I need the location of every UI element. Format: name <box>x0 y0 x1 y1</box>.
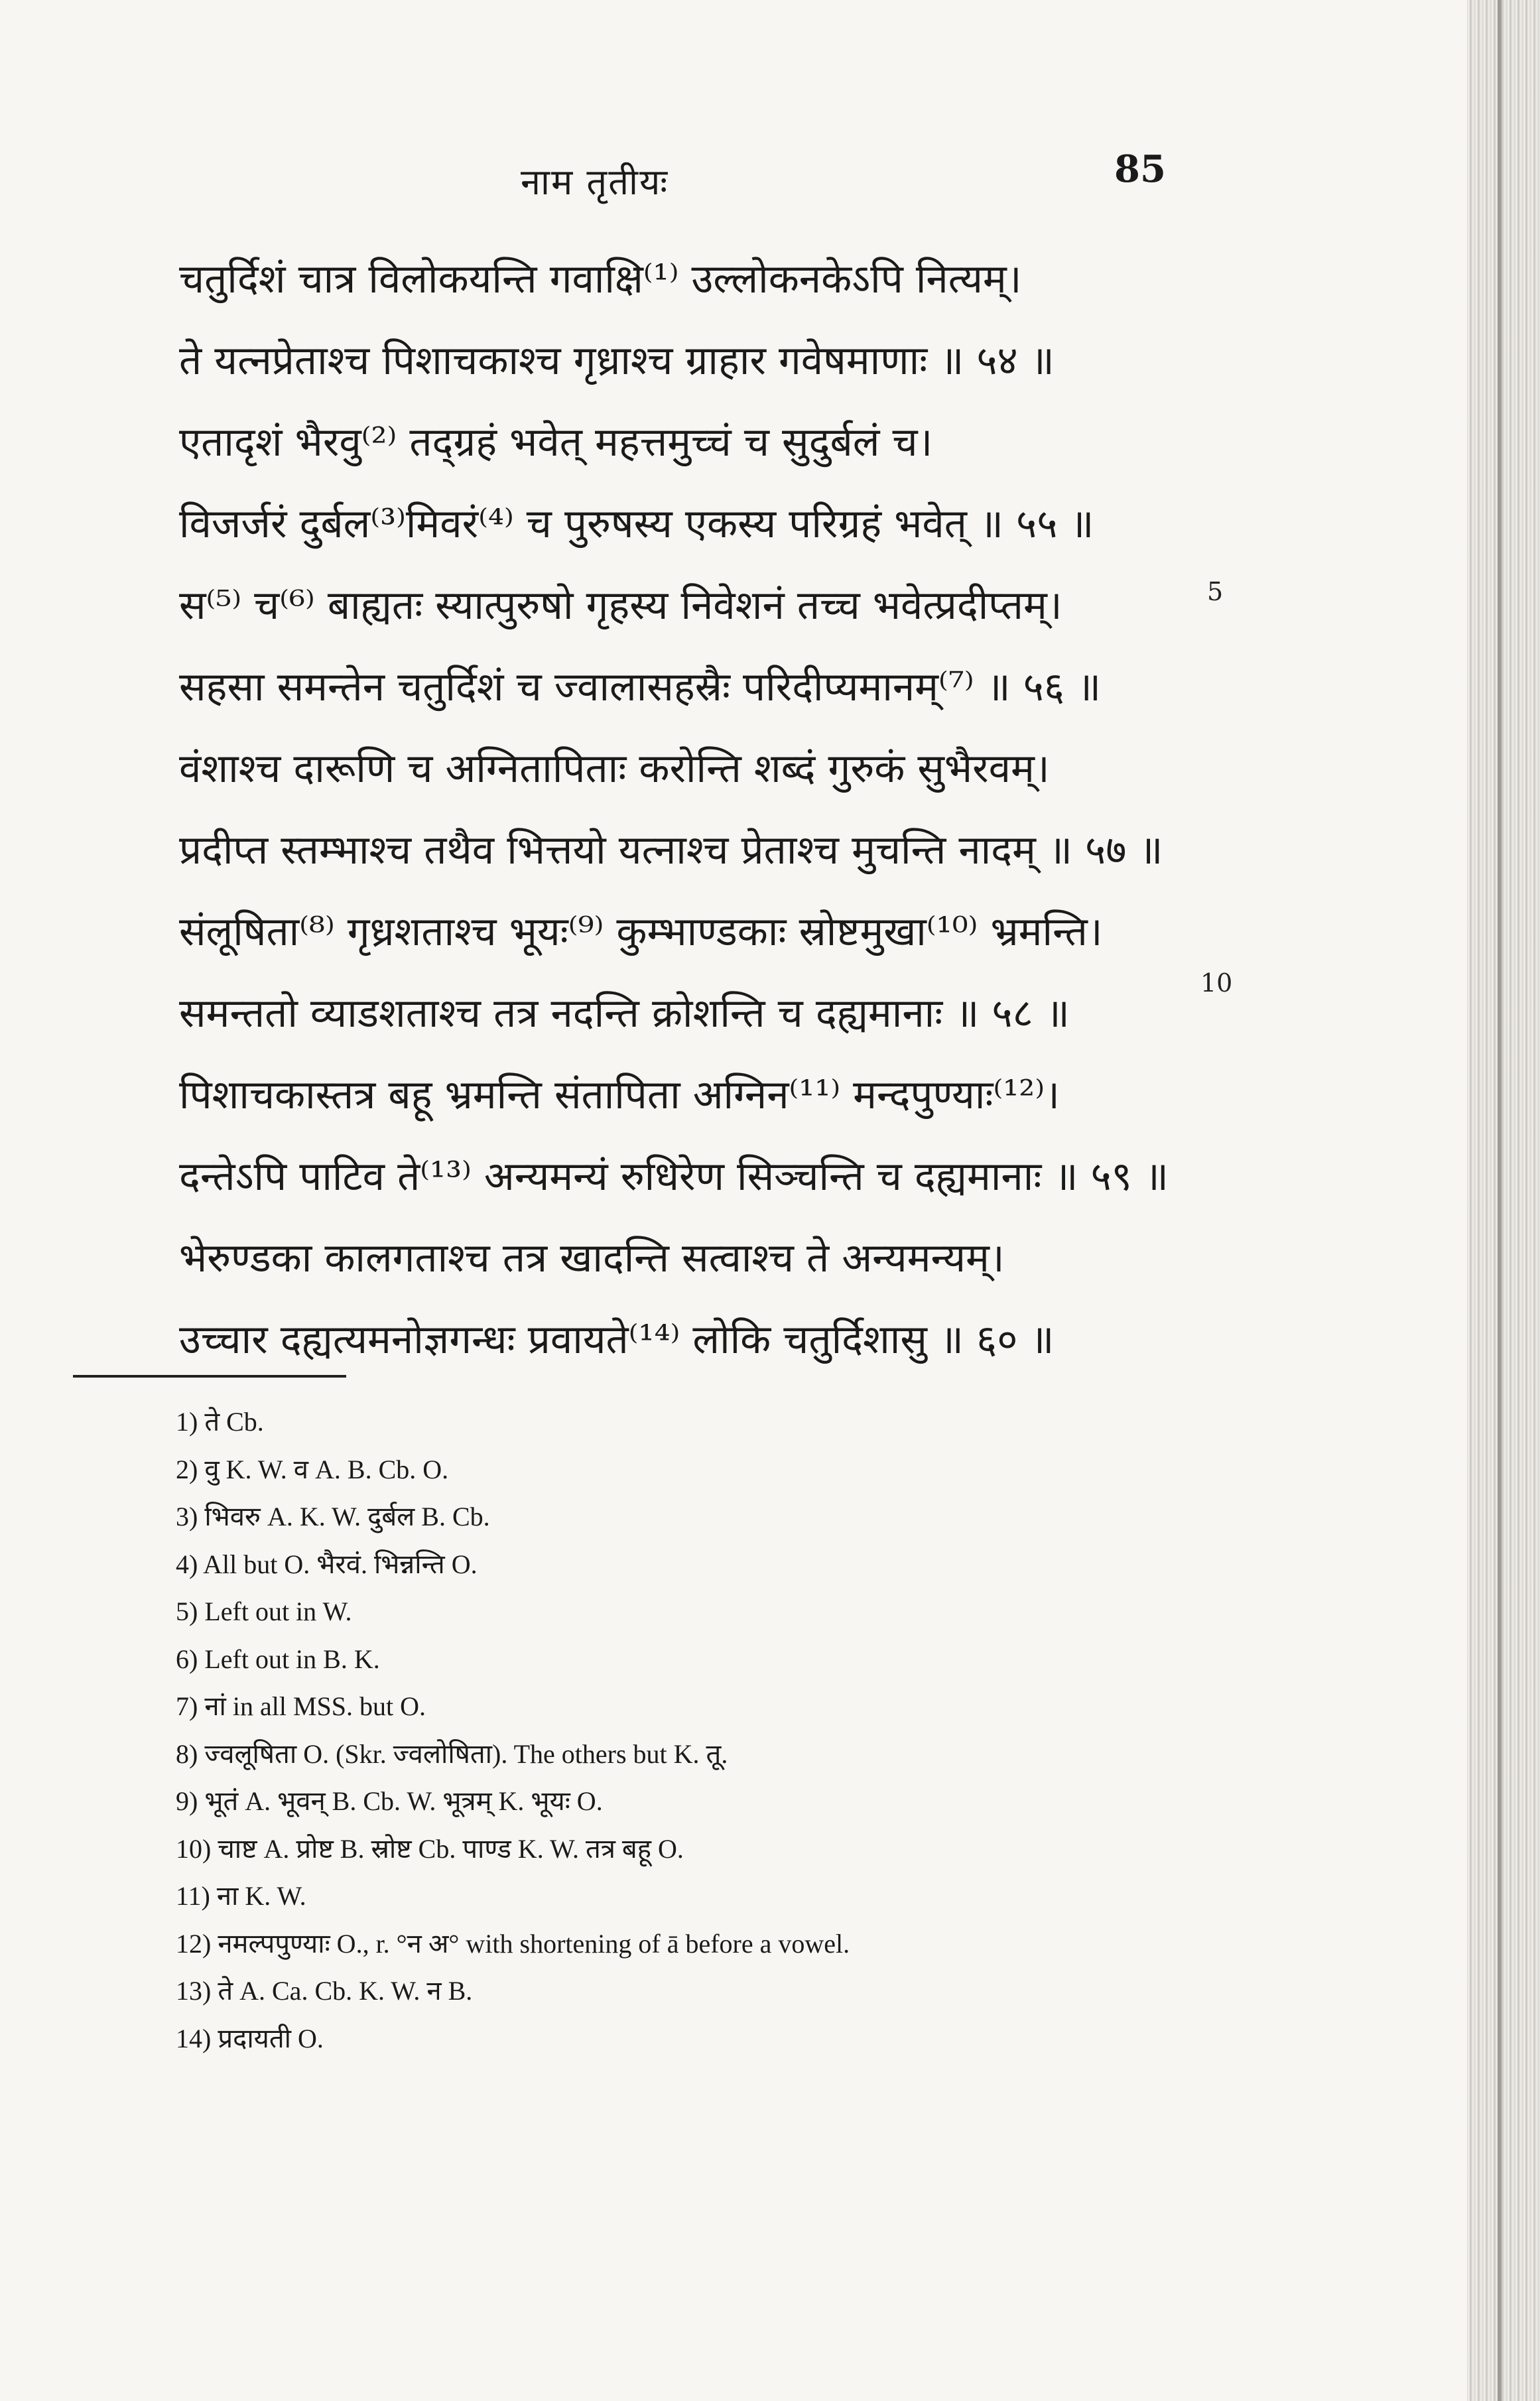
footnote: 1) ते Cb. <box>176 1407 264 1437</box>
footnote: 10) चाष्ट A. प्रोष्ट B. स्रोष्ट Cb. पाण्ड K. W. तत्र बहू O. <box>176 1833 684 1864</box>
verse-line: प्रदीप्त स्तम्भाश्च तथैव भित्तयो यत्नाश्च प्रेताश्च मुचन्ति नादम् ॥ ५७ ॥ <box>179 827 1163 874</box>
footnote: 3) भिवरु A. K. W. दुर्बल B. Cb. <box>176 1502 490 1531</box>
verse-line: चतुर्दिशं चात्र विलोकयन्ति गवाक्षि⁽¹⁾ उल्लोकनकेऽपि नित्यम्। <box>179 256 1022 302</box>
footnote: 11) ना K. W. <box>176 1881 306 1911</box>
footnote: 9) भूतं A. भूवन् B. Cb. W. भूत्रम् K. भूयः O. <box>176 1786 603 1816</box>
verse-line: समन्ततो व्याडशताश्च तत्र नदन्ति क्रोशन्ति च दह्यमानाः ॥ ५८ ॥ <box>179 990 1070 1037</box>
binding-edge <box>1467 0 1540 2401</box>
page-number: 85 <box>1114 147 1166 191</box>
footnote: 12) नमल्पपुण्याः O., r. °न अ° with shortening of ā before a vowel. <box>176 1928 850 1959</box>
verse-line: स⁽⁵⁾ च⁽⁶⁾ बाह्यतः स्यात्पुरुषो गृहस्य निवेशनं तच्च भवेत्प्रदीप्तम्। <box>179 582 1062 629</box>
verse-line: उच्चार दह्यत्यमनोज्ञगन्धः प्रवायते⁽¹⁴⁾ लोकि चतुर्दिशासु ॥ ६० ॥ <box>179 1317 1055 1363</box>
binding-edge-line <box>1498 0 1502 2401</box>
verse-line: ते यत्नप्रेताश्च पिशाचकाश्च गृध्राश्च ग्राहार गवेषमाणाः ॥ ५४ ॥ <box>179 338 1055 384</box>
footnote-separator <box>73 1375 346 1378</box>
verse-line: एतादृशं भैरवु⁽²⁾ तद्ग्रहं भवेत् महत्तमुच्चं च सुदुर्बलं च। <box>179 419 933 466</box>
verse-line: भेरुण्डका कालगताश्च तत्र खादन्ति सत्वाश्च ते अन्यमन्यम्। <box>179 1235 1005 1281</box>
verse-line: पिशाचकास्तत्र बहू भ्रमन्ति संतापिता अग्निन⁽¹¹⁾ मन्दपुण्याः⁽¹²⁾। <box>179 1072 1060 1118</box>
running-header: नाम तृतीयः <box>521 161 669 203</box>
footnote: 2) वु K. W. व A. B. Cb. O. <box>176 1454 449 1484</box>
line-number-marker: 10 <box>1200 968 1233 998</box>
footnote: 8) ज्वलूषिता O. (Skr. ज्वलोषिता). The others but K. तू. <box>176 1738 728 1769</box>
footnote: 4) All but O. भैरवं. भिन्नन्ति O. <box>176 1549 478 1579</box>
line-number-marker: 5 <box>1207 577 1224 606</box>
footnotes <box>176 1398 1370 2062</box>
footnote: 14) प्रदायती O. <box>176 2023 324 2053</box>
verse-block <box>179 239 1240 1381</box>
footnote: 5) Left out in W. <box>176 1596 352 1626</box>
verse-line: वंशाश्च दारूणि च अग्नितापिताः करोन्ति शब्दं गुरुकं सुभैरवम्। <box>179 746 1050 792</box>
footnote: 13) ते A. Ca. Cb. K. W. न B. <box>176 1976 473 2006</box>
verse-line: सहसा समन्तेन चतुर्दिशं च ज्वालासहस्रैः परिदीप्यमानम्⁽⁷⁾ ॥ ५६ ॥ <box>179 664 1102 710</box>
verse-line: दन्तेऽपि पाटिव ते⁽¹³⁾ अन्यमन्यं रुधिरेण सिञ्चन्ति च दह्यमानाः ॥ ५९ ॥ <box>179 1153 1169 1200</box>
verse-line: विजर्जरं दुर्बल⁽³⁾मिवरं⁽⁴⁾ च पुरुषस्य एकस्य परिग्रहं भवेत् ॥ ५५ ॥ <box>179 501 1094 547</box>
footnote: 6) Left out in B. K. <box>176 1644 380 1674</box>
footnote: 7) नां in all MSS. but O. <box>176 1691 426 1721</box>
verse-line: संलूषिता⁽⁸⁾ गृध्रशताश्च भूयः⁽⁹⁾ कुम्भाण्डकाः स्रोष्टमुखा⁽¹⁰⁾ भ्रमन्ति। <box>179 909 1103 955</box>
